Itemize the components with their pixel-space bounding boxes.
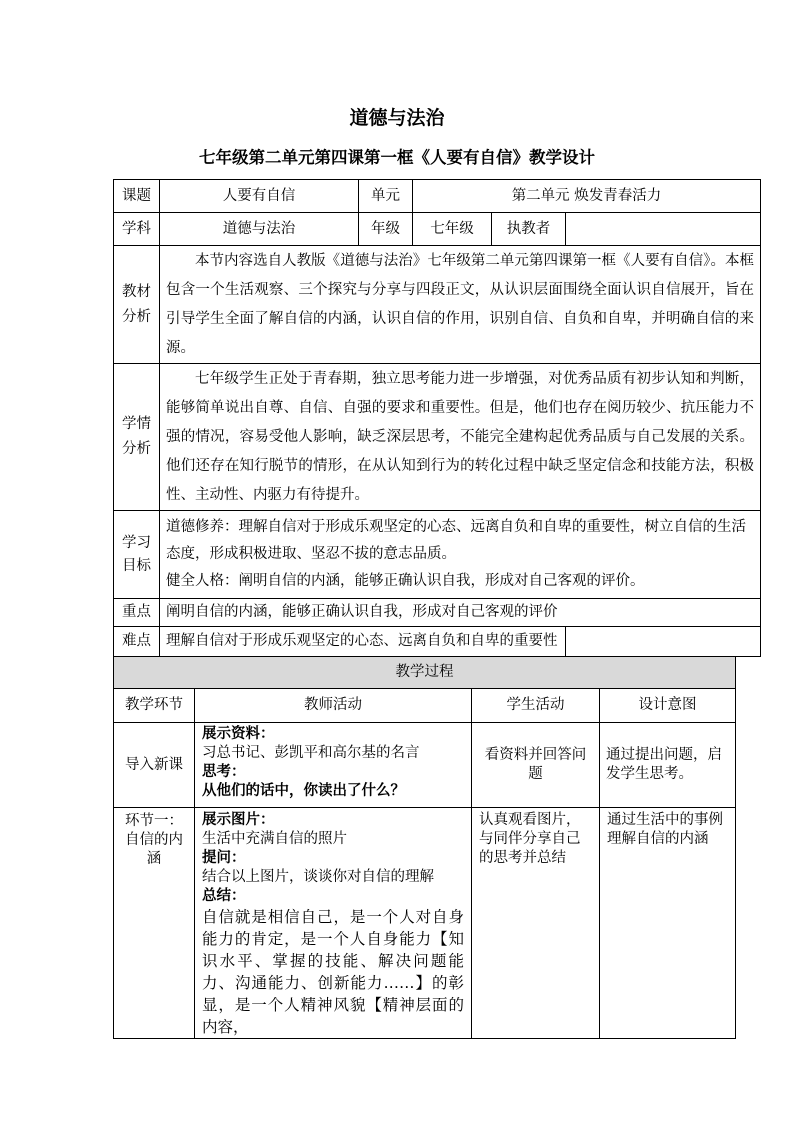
student-analysis-text: 七年级学生正处于青春期，独立思考能力进一步增强，对优秀品质有初步认知和判断，能够简单说出自尊、自信、自强的要求和重要性。但是，他们也存在阅历较少、抗压能力不强的情况，容易受他人影响，缺乏深层思考，不能完全建构起优秀品质与自己发展的关系。他们还存在知行脱节的情形，在从认知到行为的转化过程中缺乏坚定信念和技能方法，积极性、主动性、内驱力有待提升。 [160, 364, 761, 511]
stage-one-title: 自信的内涵 [125, 832, 183, 867]
question-content: 结合以上图片，谈谈你对自信的理解 [202, 869, 434, 885]
header-student-activity: 学生活动 [472, 689, 600, 723]
stage-one-label: 环节一： [125, 813, 183, 829]
process-header-row [114, 689, 736, 723]
label-material-analysis [114, 246, 160, 364]
value-topic: 人要有自信 [160, 180, 359, 213]
row-student-analysis [114, 364, 761, 511]
row-difficulty [114, 627, 761, 657]
label-student-1: 学情 [122, 416, 151, 432]
stage-one [114, 808, 195, 1039]
label-learning-goals [114, 511, 160, 599]
process-row-stage-one [114, 808, 736, 1039]
label-goals-1: 学习 [122, 534, 151, 551]
key-point-text: 阐明自信的内涵，能够正确认识自我，形成对自己客观的评价 [160, 599, 761, 627]
label-grade: 年级 [359, 213, 413, 246]
think-question: 从他们的话中，你读出了什么？ [202, 783, 405, 799]
label-unit: 单元 [359, 180, 413, 213]
teaching-process-table [113, 656, 736, 1039]
design-intent-stage-one: 通过生活中的事例理解自信的内涵 [600, 808, 736, 1039]
label-key-point: 重点 [114, 599, 160, 627]
design-intent-intro: 通过提出问题，启发学生思考。 [600, 723, 736, 808]
stage-intro: 导入新课 [114, 723, 195, 808]
question-label: 提问： [202, 850, 246, 866]
process-row-intro [114, 723, 736, 808]
teacher-activity-intro [195, 723, 472, 808]
label-topic: 课题 [114, 180, 160, 213]
show-picture-label: 展示图片： [202, 812, 275, 828]
difficulty-empty-cell [566, 627, 761, 657]
goal-personality: 健全人格：阐明自信的内涵，能够正确认识自我，形成对自己客观的评价。 [166, 573, 645, 589]
label-teacher: 执教者 [492, 213, 566, 246]
document-title: 道德与法治 [349, 107, 445, 129]
label-goals-2: 目标 [122, 557, 151, 574]
student-activity-intro: 看资料并回答问题 [472, 723, 600, 808]
label-material-1: 教材 [122, 283, 151, 300]
value-subject: 道德与法治 [160, 213, 359, 246]
label-material-2: 分析 [122, 308, 151, 325]
row-topic [114, 180, 761, 213]
value-teacher [566, 213, 761, 246]
document-subtitle: 七年级第二单元第四课第一框《人要有自信》教学设计 [199, 148, 595, 167]
material-analysis-text: 本节内容选自人教版《道德与法治》七年级第二单元第四课第一框《人要有自信》。本框包含一个生活观察、三个探究与分享与四段正文，从认识层面围绕全面认识自信展开，旨在引导学生全面了解自信的内涵，认识自信的作用，识别自信、自负和自卑，并明确自信的来源。 [160, 246, 761, 364]
think-label: 思考： [202, 764, 246, 780]
label-subject: 学科 [114, 213, 160, 246]
learning-goals-text [160, 511, 761, 599]
value-unit: 第二单元 焕发青春活力 [413, 180, 761, 213]
header-teacher-activity: 教师活动 [195, 689, 472, 723]
process-title: 教学过程 [114, 657, 736, 689]
summary-content: 自信就是相信自己，是一个人对自身能力的肯定，是一个人自身能力【知识水平、掌握的技能、解决问题能力、沟通能力、创新能力……】的彰显，是一个人精神风貌【精神层面的内容， [202, 908, 464, 1036]
teacher-activity-stage-one [195, 808, 472, 1039]
difficulty-text: 理解自信对于形成乐观坚定的心态、远离自负和自卑的重要性 [160, 627, 566, 657]
student-activity-stage-one: 认真观看图片，与同伴分享自己的思考并总结 [472, 808, 600, 1039]
header-stage: 教学环节 [114, 689, 195, 723]
header-design-intent: 设计意图 [600, 689, 736, 723]
label-difficulty: 难点 [114, 627, 160, 657]
lesson-info-table [113, 179, 761, 657]
row-key-point [114, 599, 761, 627]
show-material-label: 展示资料： [202, 726, 275, 742]
row-learning-goals [114, 511, 761, 599]
process-title-row [114, 657, 736, 689]
value-grade: 七年级 [413, 213, 492, 246]
row-subject [114, 213, 761, 246]
summary-label: 总结： [202, 888, 246, 904]
goal-moral: 道德修养：理解自信对于形成乐观坚定的心态、远离自负和自卑的重要性，树立自信的生活态度，形成积极进取、坚忍不拔的意志品质。 [166, 519, 746, 562]
label-student-analysis [114, 364, 160, 511]
label-student-2: 分析 [122, 441, 151, 457]
show-material-content: 习总书记、彭凯平和高尔基的名言 [202, 745, 420, 761]
row-material-analysis [114, 246, 761, 364]
show-picture-content: 生活中充满自信的照片 [202, 831, 347, 847]
